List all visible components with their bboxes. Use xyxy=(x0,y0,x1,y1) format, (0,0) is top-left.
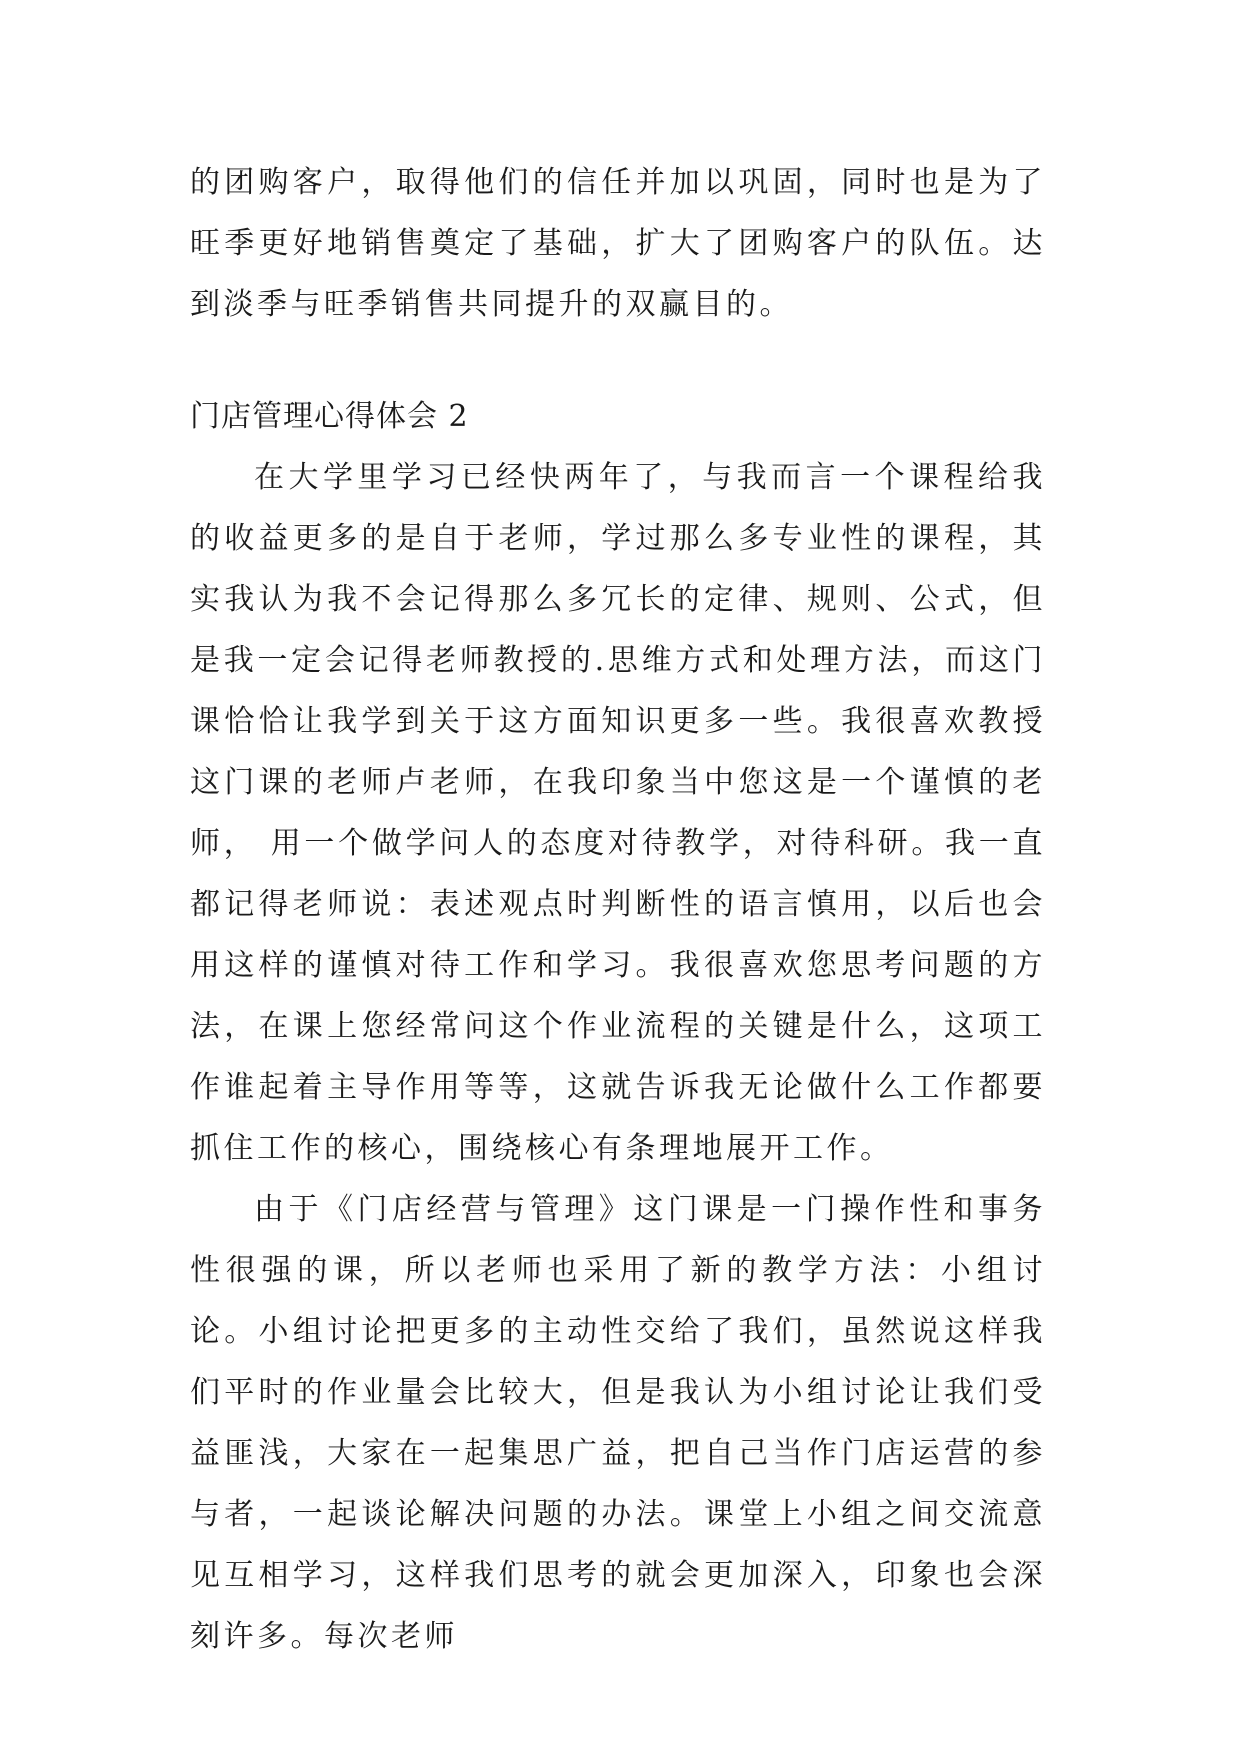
continuation-block xyxy=(190,152,1046,335)
section-heading: 门店管理心得体会 2 xyxy=(190,399,469,434)
section-block xyxy=(190,386,1046,1667)
body-paragraph-1: 在大学里学习已经快两年了，与我而言一个课程给我的收益更多的是自于老师，学过那么多专业性的课程，其实我认为我不会记得那么多冗长的定律、规则、公式，但是我一定会记得老师教授的.思维方式和处理方法，而这门课恰恰让我学到关于这方面知识更多一些。我很喜欢教授这门课的老师卢老师，在我印象当中您这是一个谨慎的老师， 用一个做学问人的态度对待教学，对待科研。我一直都记得老师说：表述观点时判断性的语言慎用，以后也会用这样的谨慎对待工作和学习。我很喜欢您思考问题的方法，在课上您经常问这个作业流程的关键是什么，这项工作谁起着主导作用等等，这就告诉我无论做什么工作都要抓住工作的核心，围绕核心有条理地展开工作。 xyxy=(190,460,1046,1166)
continuation-paragraph: 的团购客户，取得他们的信任并加以巩固，同时也是为了旺季更好地销售奠定了基础，扩大了团购客户的队伍。达到淡季与旺季销售共同提升的双赢目的。 xyxy=(190,165,1046,322)
body-paragraph-2: 由于《门店经营与管理》这门课是一门操作性和事务性很强的课，所以老师也采用了新的教学方法：小组讨论。小组讨论把更多的主动性交给了我们，虽然说这样我们平时的作业量会比较大，但是我认为小组讨论让我们受益匪浅，大家在一起集思广益，把自己当作门店运营的参与者，一起谈论解决问题的办法。课堂上小组之间交流意见互相学习，这样我们思考的就会更加深入，印象也会深刻许多。每次老师 xyxy=(190,1192,1046,1654)
